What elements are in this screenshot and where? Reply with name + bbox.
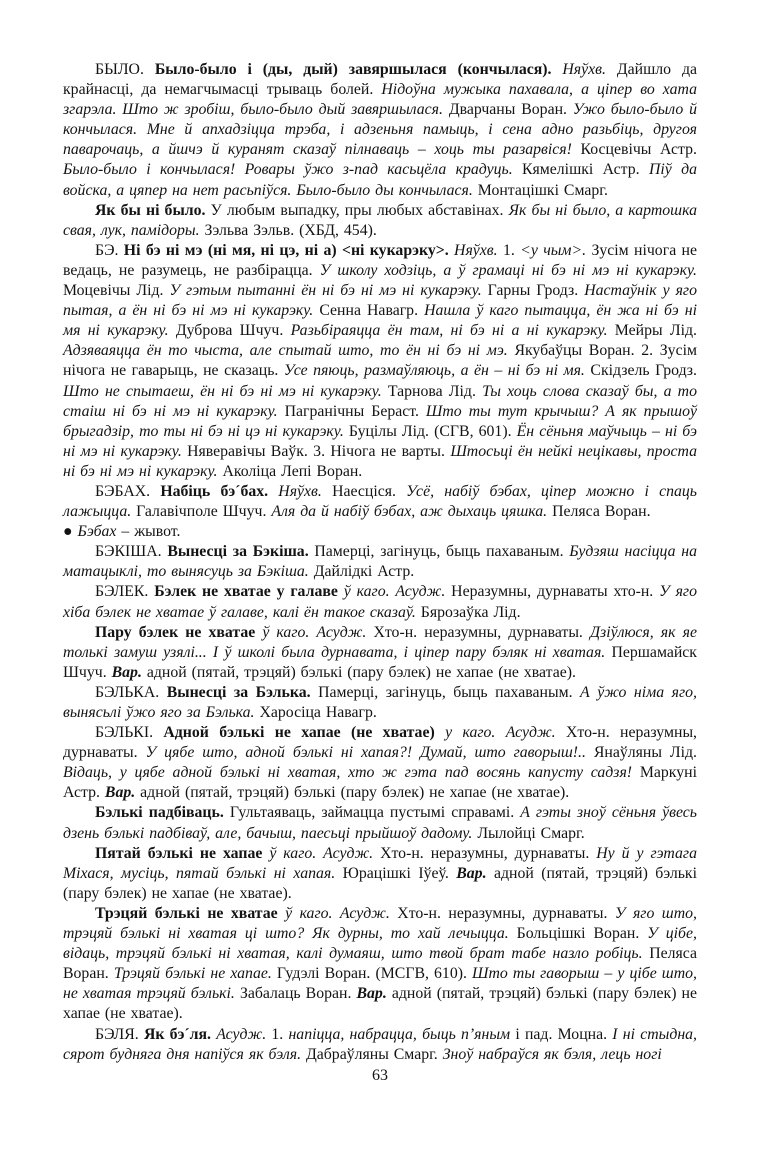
text-run: Асудж. — [216, 1025, 272, 1043]
text-run: Пеляса Воран. — [552, 503, 651, 521]
text-run: Ну й у гэтага Міхася, мусіць, пятай бэлькі ні хапая. — [63, 844, 697, 882]
text-run: У цібе, відаць, трэцяй бэлькі ні хватая, калі думаяш, што твой брат табе назло робіць. — [63, 925, 697, 963]
text-run: Набіць бэ´бах. — [160, 482, 279, 500]
text-run: Наесціся. — [332, 482, 407, 500]
text-run: Пеляса Воран. — [63, 945, 697, 983]
text-run: Дзіўлюся, як яе толькі замуш узялі... І ў школі была дурнавата, і ціпер пару бэляк ні хватая. — [63, 623, 697, 661]
text-run: У яго хіба бэлек не хватае ў галаве, калі ён такое сказаў. — [63, 583, 697, 621]
text-run: Дварчаны Воран. — [448, 101, 573, 119]
text-run: Як бэ´ля. — [143, 1025, 217, 1043]
text-run: Няўхв. — [454, 241, 503, 259]
text-run: Якубаўцы Воран. 2. Зусім нічога не гаварыць, не сказаць. — [63, 342, 697, 380]
text-run: Нідоўна мужыка пахавала, а ціпер во хата згарэла. Што ж зробіш, было-было дый завяршылася. — [63, 81, 698, 119]
text-run: Хто-н. неразумны, дурнаваты. — [397, 904, 615, 922]
text-run: у каго. Асудж. — [445, 724, 566, 742]
text-run: Трэцяй бэлькі не хватае — [95, 904, 286, 922]
text-run: Гультаяваць, займацца пустымі справамі. — [229, 804, 521, 822]
dictionary-entry-paragraph — [63, 844, 697, 904]
text-run: Было-было і (ды, дый) завяршылася (кончылася). — [154, 61, 563, 78]
text-run: <у чым>. — [520, 241, 592, 259]
text-run: адной (пятай, трэцяй) бэлькі (пару бэлек) не хапае (не хватае). — [146, 663, 576, 681]
text-run: Харосіца Навагр. — [259, 704, 377, 721]
dictionary-entry-paragraph — [63, 623, 697, 683]
text-run: Ужо было-было й кончылася. Мне й апхадзіцца трэба, і адзеньня памыць, і сена адно разьбіць, другоя паварочаць, а йшчэ й куранят сказаў пілнаваць – хоць ты разарвіся! — [63, 101, 698, 159]
text-run: адной (пятай, трэцяй) бэлькі (пару бэлек) не хапае (не хватае). — [63, 864, 697, 902]
text-run: БЭЛЬКА. — [95, 683, 167, 701]
text-run: БЭЛЕК. — [95, 583, 155, 601]
text-run: Памерці, загінуць, быць пахаваным. — [318, 683, 581, 701]
text-run: і пад. Моцна. — [515, 1025, 613, 1043]
text-run: У любым выпадку, пры любых абставінах. — [210, 201, 509, 219]
text-run: БЭЛЯ. — [95, 1025, 144, 1043]
dictionary-entry-paragraph — [63, 542, 697, 582]
text-run: Дайшло да крайнасці, да немагчымасці трываць болей. — [63, 61, 698, 99]
text-run: У гэтым пытанні ён ні бэ ні мэ ні кукарэку. — [169, 282, 488, 300]
text-run: Гудэлі Воран. (МСГВ, 610). — [276, 965, 473, 983]
text-run: У цябе што, адной бэлькі ні хапая?! Думай, што гаворыш!.. — [145, 744, 594, 762]
text-run: Няўхв. — [562, 61, 617, 78]
text-run: Сенна Навагр. — [319, 302, 425, 320]
text-run: Усе пяюць, размаўляюць, а ён – ні бэ ні мя. — [283, 362, 591, 380]
text-run: Адзяваяцца ён то чыста, але спытай што, то ён ні бэ ні мэ. — [63, 342, 515, 360]
text-run: Відаць, у цябе адной бэлькі ні хватая, хто ж гэта пад восянь капусту садзя! — [63, 764, 640, 782]
text-run: Аля да й набіў бэбах, аж дыхаць цяшка. — [271, 503, 553, 521]
text-run: Бэбах — [77, 523, 117, 541]
text-run: – жывот. — [116, 523, 181, 541]
text-run: Тарнова Лід. — [387, 382, 483, 400]
text-run: Хто-н. неразумны, дурнаваты. — [63, 724, 698, 762]
text-run: Кямелішкі Астр. — [521, 161, 649, 179]
text-run: Бэлькі падбіваць. — [95, 804, 230, 822]
dictionary-entry-paragraph — [63, 683, 697, 723]
text-run: Юрацішкі Іўеў. — [342, 864, 457, 882]
text-run: Пятай бэлькі не хапае — [95, 844, 270, 862]
text-run: Зэльва Зэльв. (ХБД, 454). — [204, 221, 377, 239]
text-run: ● — [63, 523, 78, 541]
dictionary-text-block — [63, 60, 697, 1065]
dictionary-entry-paragraph — [63, 582, 697, 622]
text-run: Буцілы Лід. (СГВ, 601). — [348, 422, 517, 440]
text-run: У яго што, трэцяй бэлькі ні хватая ці што? Як дурны, то хай лечыцца. — [63, 904, 697, 943]
text-run: Адной бэлькі не хапае (не хватае) — [163, 724, 446, 742]
text-run: Аколіца Лепі Воран. — [222, 462, 363, 480]
text-run: БЭ. — [95, 241, 124, 259]
text-run: Хто-н. неразумны, дурнаваты. — [380, 844, 597, 862]
text-run: ў каго. Асудж. — [269, 844, 381, 862]
text-run: Лылойці Смарг. — [477, 824, 585, 842]
text-run: адной (пятай, трэцяй) бэлькі (пару бэлек) не хапае (не хватае). — [140, 784, 570, 802]
text-run: Неразумны, дурнаваты хто-н. — [451, 583, 660, 601]
dictionary-entry-paragraph — [63, 1025, 697, 1065]
dictionary-note-paragraph — [63, 522, 697, 542]
dictionary-entry-paragraph — [63, 241, 697, 482]
text-run: БЭЛЬКІ. — [95, 724, 164, 742]
text-run: БЭБАХ. — [95, 482, 161, 500]
text-run: напіцца, набрацца, быць п’яным — [288, 1025, 516, 1043]
text-run: Ты хоць слова сказаў бы, а то стаіш ні бэ ні мэ ні кукарэку. — [63, 382, 697, 420]
text-run: Піў да войска, а цяпер на нет расьпіўся. Было-было ды кончылася. — [63, 161, 697, 199]
text-run: Хто-н. неразумны, дурнаваты. — [373, 623, 590, 641]
text-run: Больцішкі Воран. — [516, 925, 648, 943]
text-run: Трэцяй бэлькі не хапае. — [113, 965, 277, 983]
text-run: 1. — [502, 241, 521, 259]
text-run: Ні бэ ні мэ (ні мя, ні цэ, ні а) <ні кукарэку>. — [123, 241, 455, 259]
text-run: І ні стыдна, сярот будняга дня напіўся як бэля. — [63, 1025, 697, 1063]
text-run: Галавічполе Шчуч. — [136, 503, 272, 521]
dictionary-entry-paragraph — [63, 904, 697, 1025]
page-number: 63 — [372, 1066, 388, 1084]
text-run: Косцевічы Астр. — [580, 141, 697, 159]
text-run: А ўжо німа яго, вынясьлі ўжо яго за Бэлька. — [63, 683, 697, 721]
text-run: Як бы ні было. — [95, 201, 211, 219]
text-run: Дабраўляны Смарг. — [305, 1045, 443, 1063]
text-run: Янаўляны Лід. — [593, 744, 697, 762]
text-run: Што не спытаеш, ён ні бэ ні мэ ні кукарэку. — [63, 382, 388, 400]
text-run: Як бы ні было, а картошка свая, лук, памідоры. — [63, 201, 697, 239]
text-run: Было-было і кончылася! Ровары ўжо з-пад касьцёла крадуць. — [63, 161, 522, 179]
text-run: Маркуні Астр. — [63, 764, 697, 802]
text-run: Разьбіраяцца ён там, ні бэ ні а ні кукарэку. — [290, 322, 615, 340]
text-run: Вар. — [104, 784, 141, 802]
text-run: Няўхв. — [278, 482, 333, 500]
text-run: Што ты гаворыш – у цібе што, не хватая трэцяй бэлькі. — [63, 965, 697, 1003]
text-run: Ён сёньня маўчыць – ні бэ ні мэ ні кукарэку. — [63, 422, 698, 460]
text-run: Што ты тут крычыш? А як прышоў брыгадзір, то ты ні бэ ні цэ ні кукарэку. — [63, 402, 698, 440]
dictionary-entry-paragraph — [63, 201, 697, 241]
text-run: адной (пятай, трэцяй) бэлькі (пару бэлек) не хапае (не хватае). — [63, 985, 698, 1023]
dictionary-entry-paragraph — [63, 60, 697, 201]
text-run: Зусім нічога не ведаць, не разумець, не разбірацца. — [63, 241, 698, 279]
text-run: ў каго. Асудж. — [285, 904, 398, 922]
text-run: Будзяш насіцца на матацыклі, то вынясуць за Бэкіша. — [63, 543, 697, 581]
text-run: Бэлек не хватае у галаве — [154, 583, 344, 601]
text-run: ў каго. Асудж. — [343, 583, 452, 601]
text-run: Моцевічы Лід. — [63, 282, 170, 300]
dictionary-entry-paragraph — [63, 803, 697, 843]
text-run: У школу ходзіць, а ў грамаці ні бэ ні мэ ні кукарэку. — [319, 261, 698, 279]
text-run: Пару бэлек не хватае — [95, 623, 263, 641]
text-run: Вынесці за Бэкіша. — [167, 543, 315, 561]
text-run: Настаўнік у яго пытая, а ён ні бэ ні мэ ні кукарэку. — [63, 282, 697, 320]
text-run: Памерці, загінуць, быць пахаваным. — [314, 543, 570, 561]
text-run: Скідзель Гродз. — [590, 362, 697, 380]
text-run: Няверавічы Ваўк. 3. Нічога не варты. — [187, 442, 451, 460]
text-run: 1. — [271, 1025, 289, 1043]
text-run: А гэты зноў сёньня ўвесь дзень бэлькі падбіваў, але, бачыш, паесьці прыйшоў дадому. — [63, 804, 697, 842]
text-run: Дуброва Шчуч. — [175, 322, 291, 340]
text-run: БЭКІША. — [95, 543, 168, 561]
text-run: Зноў набраўся як бэля, лець ногі — [442, 1045, 662, 1063]
text-run: Гарны Гродз. — [487, 282, 585, 300]
text-run: ў каго. Асудж. — [262, 623, 374, 641]
text-run: Бярозаўка Лід. — [420, 603, 521, 621]
text-run: Вынесці за Бэлька. — [166, 683, 319, 701]
dictionary-entry-paragraph — [63, 723, 697, 803]
text-run: Забалаць Воран. — [239, 985, 357, 1003]
dictionary-entry-paragraph — [63, 482, 697, 522]
text-run: Усё, набіў бэбах, ціпер можно і спаць лажыцца. — [63, 482, 697, 521]
text-run: Нашла ў каго пытацца, ён жа ні бэ ні мя ні кукарэку. — [63, 302, 697, 340]
text-run: Вар. — [111, 663, 147, 681]
text-run: Вар. — [356, 985, 392, 1003]
text-run: Пагранічны Бераст. — [284, 402, 426, 420]
text-run: Дайлідкі Астр. — [313, 563, 415, 581]
text-run: Штосьці ён нейкі нецікавы, проста ні бэ ні мэ ні кукарэку. — [63, 442, 697, 480]
text-run: БЫЛО. — [95, 61, 155, 78]
text-run: Монтацішкі Смарг. — [477, 181, 608, 199]
text-run: Вар. — [456, 864, 494, 882]
text-run: Мейры Лід. — [614, 322, 697, 340]
text-run: Першамайск Шчуч. — [63, 643, 697, 681]
